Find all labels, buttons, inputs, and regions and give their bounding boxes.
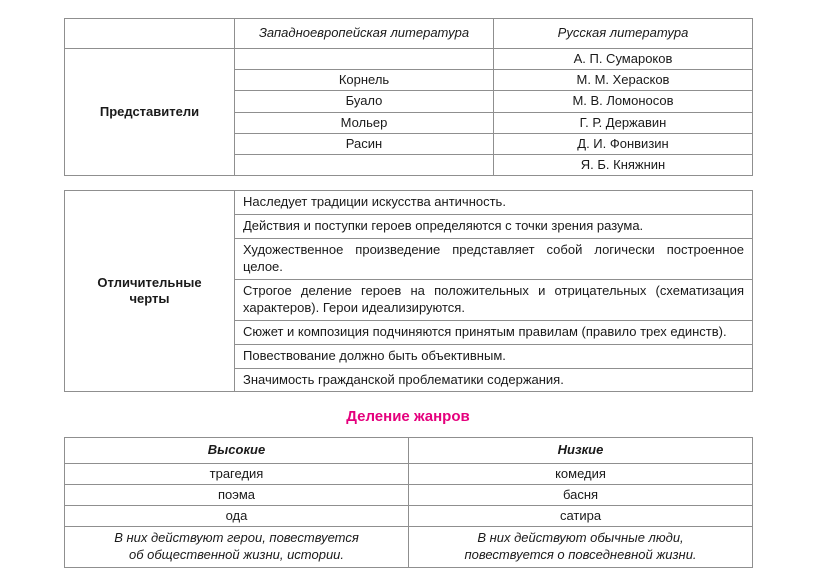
table-row <box>65 484 753 505</box>
cell-west-3: Буало <box>235 91 494 112</box>
cell-rus-2: М. М. Херасков <box>494 70 753 91</box>
table-row <box>65 191 753 215</box>
genres-heading: Деление жанров <box>346 408 470 426</box>
table-row <box>65 527 753 568</box>
feature-item: Художественное произведение представляет собой логически построенное целое. <box>235 239 753 280</box>
note-high-line2: об общественной жизни, истории. <box>128 547 345 563</box>
cell-west-5: Расин <box>235 133 494 154</box>
cell-rus-5: Д. И. Фонвизин <box>494 133 753 154</box>
row-label-features-line2: черты <box>129 291 170 307</box>
cell-high-3: ода <box>65 506 409 527</box>
cell-west-1 <box>235 48 494 69</box>
table-row <box>65 438 753 463</box>
cell-rus-3: М. В. Ломоносов <box>494 91 753 112</box>
feature-item: Действия и поступки героев определяются с точки зрения разума. <box>235 215 753 239</box>
table-row <box>65 48 753 69</box>
feature-item: Значимость гражданской проблематики содержания. <box>235 368 753 392</box>
cell-rus-4: Г. Р. Державин <box>494 112 753 133</box>
row-label-features-line1: Отличительные <box>97 274 202 290</box>
row-label-representatives: Представители <box>65 48 235 176</box>
cell-west-6 <box>235 155 494 176</box>
note-low-line2: повествуется о повседневной жизни. <box>464 547 697 563</box>
cell-high-1: трагедия <box>65 463 409 484</box>
cell-low-2: басня <box>409 484 753 505</box>
note-low-line1: В них действуют обычные люди, <box>477 530 684 546</box>
cell-low-1: комедия <box>409 463 753 484</box>
row-label-features <box>65 191 235 392</box>
cell-rus-6: Я. Б. Княжнин <box>494 155 753 176</box>
feature-item: Сюжет и композиция подчиняются принятым правилам (правило трех единств). <box>235 320 753 344</box>
feature-item: Строгое деление героев на положительных и отрицательных (схематизация характеров). Герои идеализируются. <box>235 279 753 320</box>
table-row <box>65 19 753 49</box>
cell-rus-1: А. П. Сумароков <box>494 48 753 69</box>
note-high-line1: В них действуют герои, повествуется <box>114 530 359 546</box>
feature-item: Повествование должно быть объективным. <box>235 344 753 368</box>
note-low <box>409 527 753 568</box>
table-row <box>65 506 753 527</box>
representatives-corner-cell <box>65 19 235 49</box>
table-genres <box>64 437 753 568</box>
table-representatives <box>64 18 753 176</box>
cell-west-2: Корнель <box>235 70 494 91</box>
column-header-west: Западноевропейская литература <box>235 19 494 49</box>
cell-west-4: Мольер <box>235 112 494 133</box>
column-header-low: Низкие <box>409 438 753 463</box>
column-header-rus: Русская литература <box>494 19 753 49</box>
cell-low-3: сатира <box>409 506 753 527</box>
note-high <box>65 527 409 568</box>
feature-item: Наследует традиции искусства античность. <box>235 191 753 215</box>
cell-high-2: поэма <box>65 484 409 505</box>
column-header-high: Высокие <box>65 438 409 463</box>
table-row <box>65 463 753 484</box>
table-features <box>64 190 753 392</box>
